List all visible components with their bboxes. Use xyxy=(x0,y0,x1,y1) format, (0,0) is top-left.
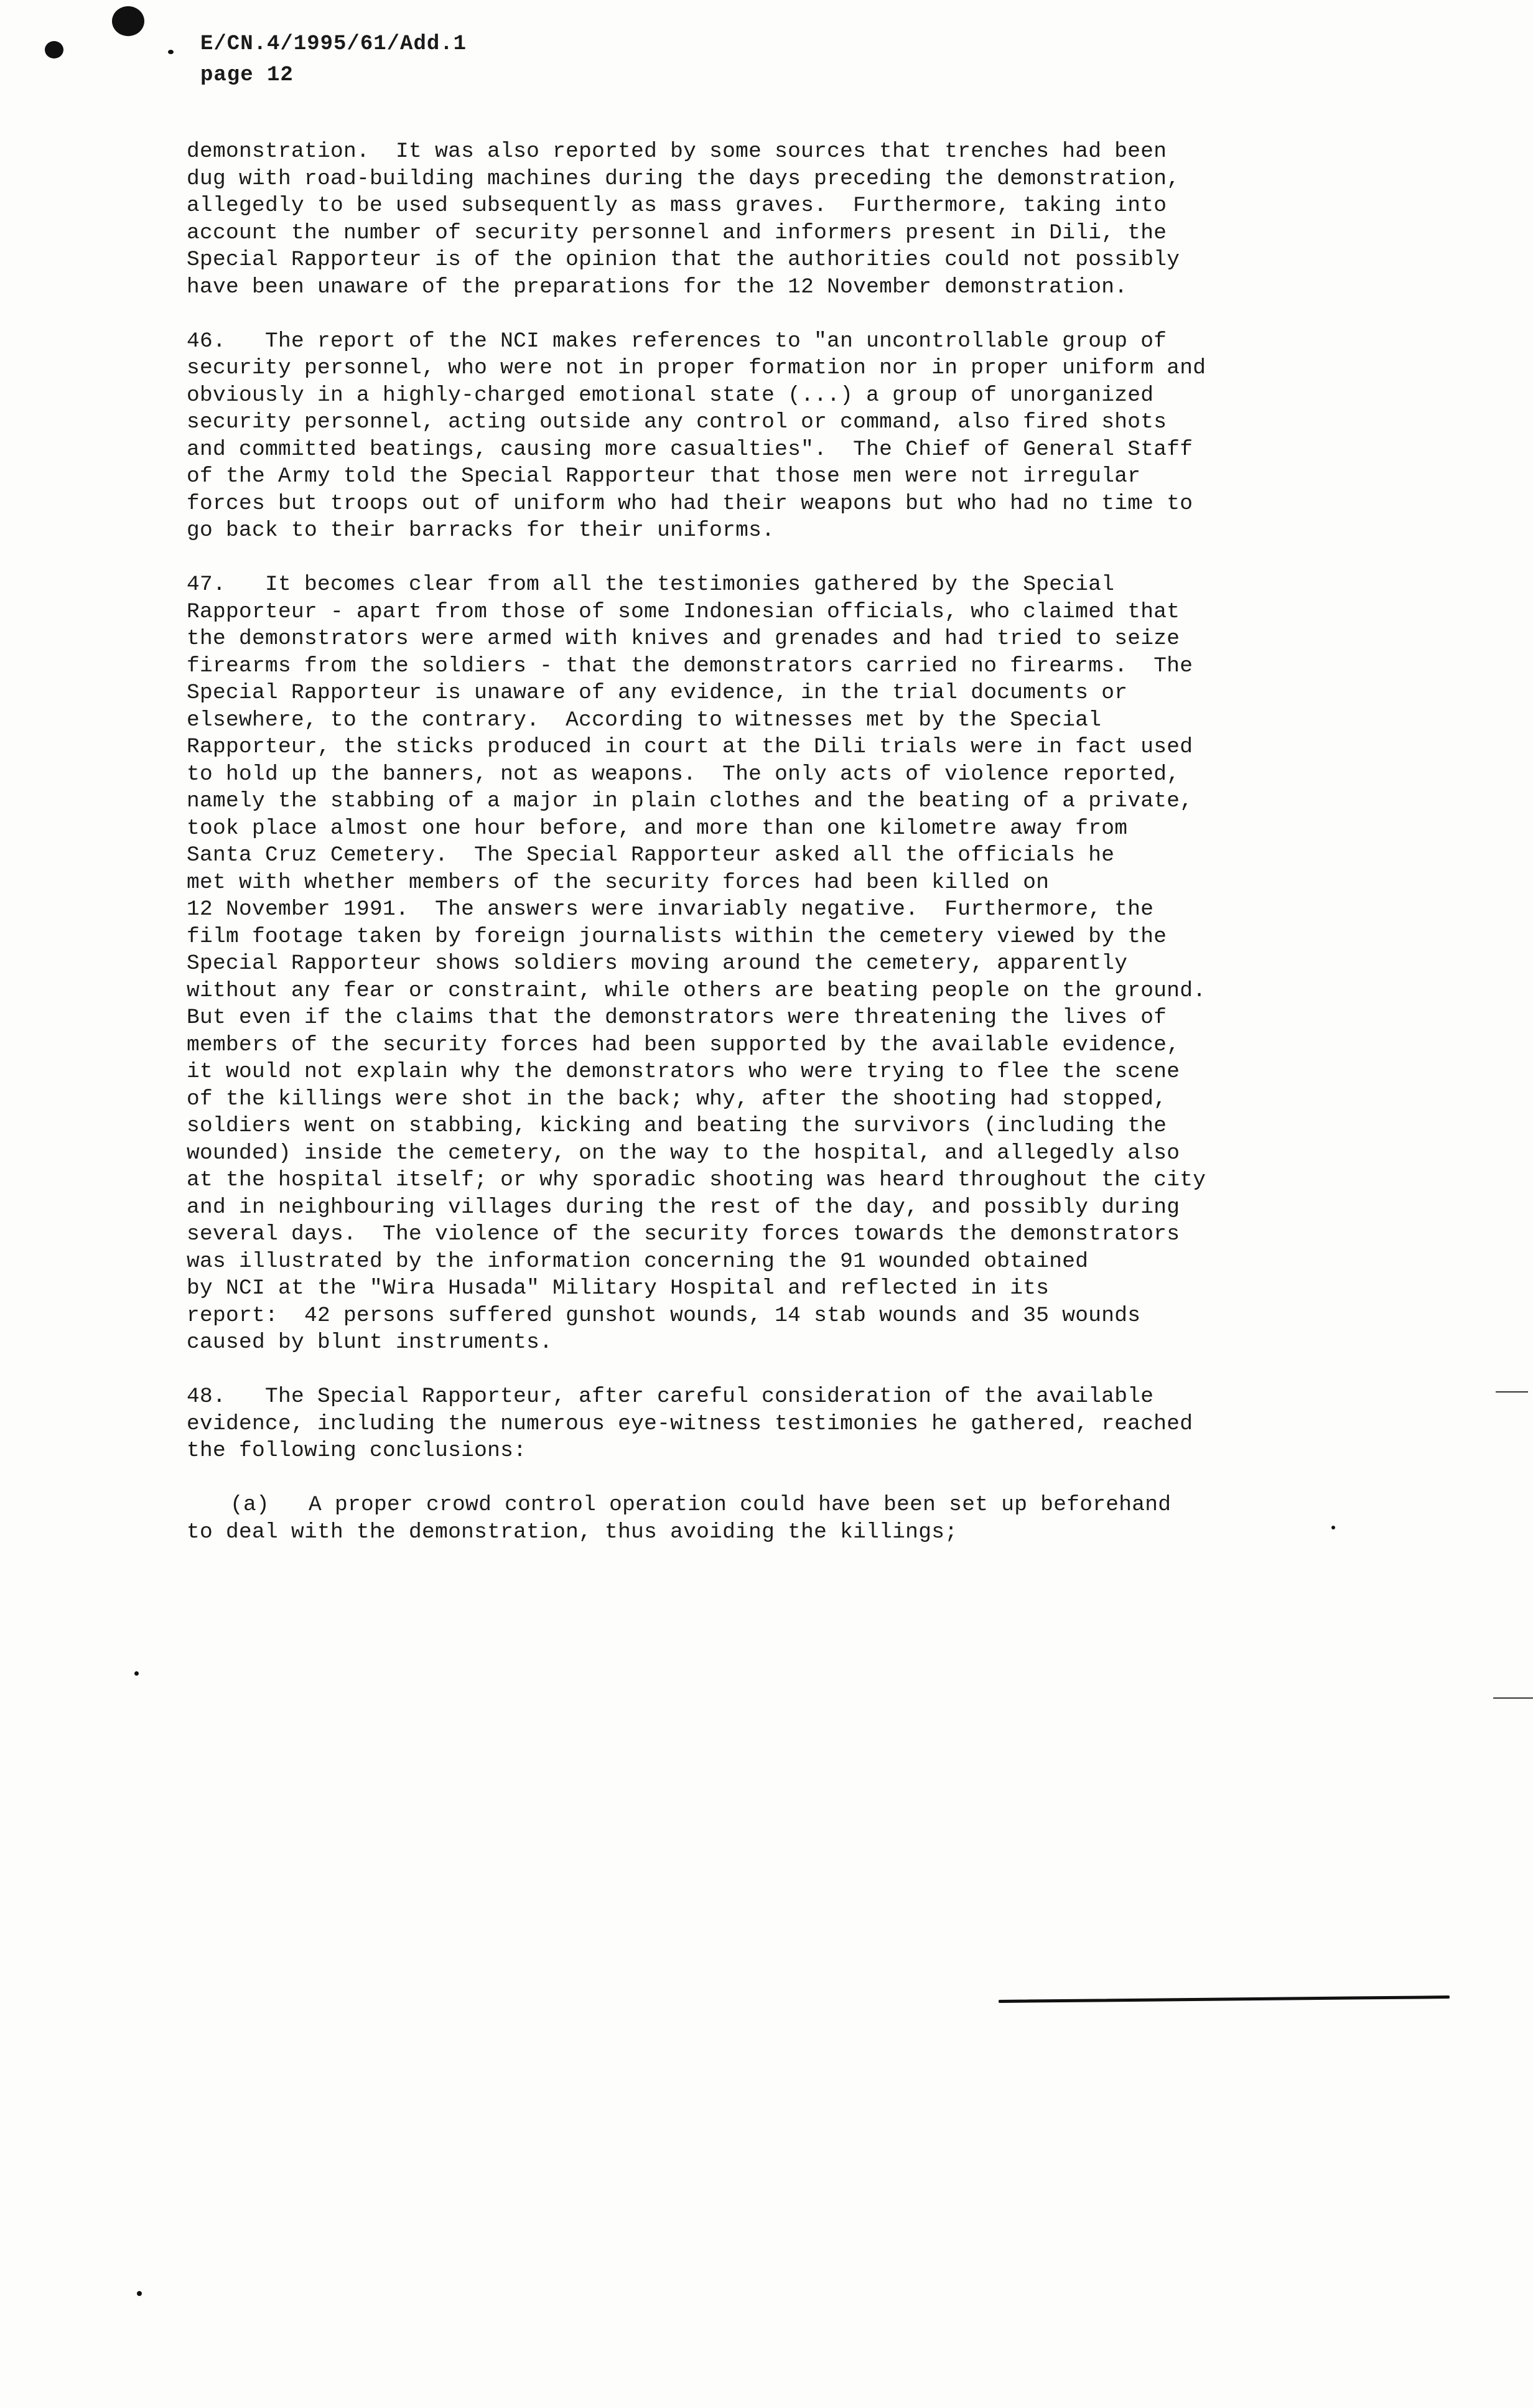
subparagraph-a xyxy=(187,1491,1387,1546)
text-line: to hold up the banners, not as weapons. The only acts of violence reported, xyxy=(187,762,1180,786)
text-line: (a) A proper crowd control operation could have been set up beforehand xyxy=(230,1493,1172,1517)
text-line: report: 42 persons suffered gunshot wounds, 14 stab wounds and 35 wounds xyxy=(187,1303,1141,1328)
text-line: of the Army told the Special Rapporteur that those men were not irregular xyxy=(187,464,1141,488)
document-symbol: E/CN.4/1995/61/Add.1 xyxy=(200,32,467,56)
text-line: obviously in a highly-charged emotional state (...) a group of unorganized xyxy=(187,383,1154,408)
text-line: allegedly to be used subsequently as mass graves. Furthermore, taking into xyxy=(187,194,1167,218)
scan-speck xyxy=(168,50,174,54)
text-line: several days. The violence of the security forces towards the demonstrators xyxy=(187,1222,1180,1246)
scan-speck xyxy=(137,2291,142,2296)
text-line: Special Rapporteur shows soldiers moving around the cemetery, apparently xyxy=(187,951,1128,976)
text-line: forces but troops out of uniform who had their weapons but who had no time to xyxy=(187,491,1193,516)
footnote-rule xyxy=(999,1995,1450,2003)
text-line: have been unaware of the preparations for the 12 November demonstration. xyxy=(187,274,1128,299)
text-line: the following conclusions: xyxy=(187,1439,527,1463)
text-line: evidence, including the numerous eye-witness testimonies he gathered, reached xyxy=(187,1411,1193,1436)
text-line: by NCI at the "Wira Husada" Military Hospital and reflected in its xyxy=(187,1276,1050,1300)
document-header xyxy=(200,29,467,91)
document-body xyxy=(187,138,1387,1546)
text-line: 46. The report of the NCI makes references to "an uncontrollable group of xyxy=(187,329,1167,353)
paragraph-continuation xyxy=(187,138,1387,301)
scan-speck xyxy=(112,6,144,36)
text-line: Special Rapporteur is unaware of any evidence, in the trial documents or xyxy=(187,681,1128,705)
text-line: 48. The Special Rapporteur, after careful consideration of the available xyxy=(187,1384,1154,1409)
text-line: elsewhere, to the contrary. According to witnesses met by the Special xyxy=(187,707,1102,732)
text-line: it would not explain why the demonstrators who were trying to flee the scene xyxy=(187,1060,1180,1084)
text-line: met with whether members of the security forces had been killed on xyxy=(187,870,1050,895)
text-line: caused by blunt instruments. xyxy=(187,1330,553,1355)
text-line: Santa Cruz Cemetery. The Special Rapporteur asked all the officials he xyxy=(187,843,1115,867)
paragraph-48 xyxy=(187,1383,1387,1465)
text-line: security personnel, acting outside any control or command, also fired shots xyxy=(187,410,1167,434)
text-line: and committed beatings, causing more casualties". The Chief of General Staff xyxy=(187,437,1193,462)
text-line: Rapporteur - apart from those of some Indonesian officials, who claimed that xyxy=(187,599,1180,624)
text-line: Rapporteur, the sticks produced in court at the Dili trials were in fact used xyxy=(187,735,1193,759)
text-line: Special Rapporteur is of the opinion that the authorities could not possibly xyxy=(187,248,1180,272)
text-line: security personnel, who were not in proper formation nor in proper uniform and xyxy=(187,356,1206,380)
paragraph-47 xyxy=(187,571,1387,1356)
paragraph-46 xyxy=(187,328,1387,544)
text-line: took place almost one hour before, and more than one kilometre away from xyxy=(187,816,1128,841)
text-line: film footage taken by foreign journalists within the cemetery viewed by the xyxy=(187,924,1167,949)
text-line: soldiers went on stabbing, kicking and beating the survivors (including the xyxy=(187,1114,1167,1138)
text-line: 12 November 1991. The answers were invariably negative. Furthermore, the xyxy=(187,897,1154,922)
scan-speck xyxy=(134,1671,139,1676)
text-line: demonstration. It was also reported by some sources that trenches had been xyxy=(187,139,1167,164)
text-line: the demonstrators were armed with knives and grenades and had tried to seize xyxy=(187,627,1180,651)
text-line: But even if the claims that the demonstrators were threatening the lives of xyxy=(187,1006,1167,1030)
text-line: go back to their barracks for their uniforms. xyxy=(187,518,775,543)
text-line: to deal with the demonstration, thus avoiding the killings; xyxy=(187,1519,958,1544)
text-line: at the hospital itself; or why sporadic shooting was heard throughout the city xyxy=(187,1168,1206,1192)
text-line: dug with road-building machines during the days preceding the demonstration, xyxy=(187,166,1180,191)
page-number: page 12 xyxy=(200,63,294,87)
scan-speck xyxy=(45,41,63,58)
text-line: firearms from the soldiers - that the demonstrators carried no firearms. The xyxy=(187,653,1193,678)
text-line: 47. It becomes clear from all the testimonies gathered by the Special xyxy=(187,572,1115,597)
text-line: was illustrated by the information concerning the 91 wounded obtained xyxy=(187,1249,1089,1274)
text-line: and in neighbouring villages during the rest of the day, and possibly during xyxy=(187,1195,1180,1220)
text-line: of the killings were shot in the back; why, after the shooting had stopped, xyxy=(187,1086,1167,1111)
text-line: wounded) inside the cemetery, on the way to the hospital, and allegedly also xyxy=(187,1141,1180,1165)
text-line: members of the security forces had been supported by the available evidence, xyxy=(187,1032,1180,1057)
text-line: namely the stabbing of a major in plain clothes and the beating of a private, xyxy=(187,789,1193,813)
text-line: without any fear or constraint, while others are beating people on the ground. xyxy=(187,978,1206,1003)
scan-edge-mark xyxy=(1496,1391,1528,1393)
scan-edge-mark xyxy=(1493,1697,1533,1699)
text-line: account the number of security personnel and informers present in Dili, the xyxy=(187,220,1167,245)
